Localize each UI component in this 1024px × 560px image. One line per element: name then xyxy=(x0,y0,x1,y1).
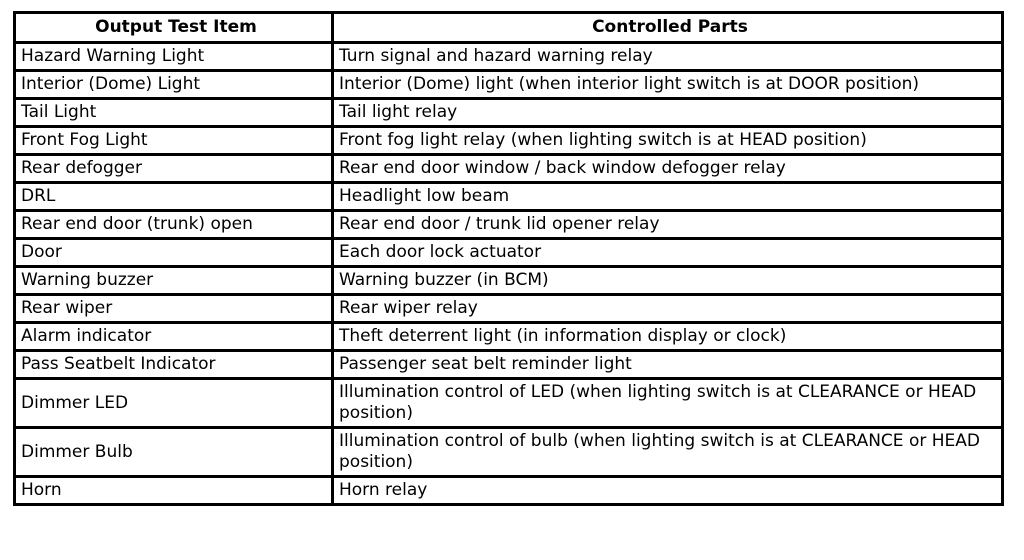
output-test-item-cell: Interior (Dome) Light xyxy=(15,71,333,99)
table-row xyxy=(15,43,1003,71)
table-row xyxy=(15,428,1003,477)
output-test-item-cell: Pass Seatbelt Indicator xyxy=(15,351,333,379)
table-row xyxy=(15,155,1003,183)
table-row xyxy=(15,351,1003,379)
table-row xyxy=(15,127,1003,155)
output-test-item-cell: Front Fog Light xyxy=(15,127,333,155)
table-row xyxy=(15,239,1003,267)
output-test-item-cell: Dimmer LED xyxy=(15,379,333,428)
table-row xyxy=(15,71,1003,99)
output-test-table xyxy=(13,11,1004,506)
controlled-parts-cell: Headlight low beam xyxy=(333,183,1003,211)
controlled-parts-cell: Illumination control of LED (when lighting switch is at CLEARANCE or HEAD position) xyxy=(333,379,1003,428)
controlled-parts-cell: Interior (Dome) light (when interior light switch is at DOOR position) xyxy=(333,71,1003,99)
header-controlled-parts: Controlled Parts xyxy=(333,13,1003,43)
controlled-parts-cell: Rear end door window / back window defogger relay xyxy=(333,155,1003,183)
controlled-parts-cell: Front fog light relay (when lighting switch is at HEAD position) xyxy=(333,127,1003,155)
table-row xyxy=(15,295,1003,323)
controlled-parts-cell: Rear end door / trunk lid opener relay xyxy=(333,211,1003,239)
header-output-test-item: Output Test Item xyxy=(15,13,333,43)
output-test-item-cell: DRL xyxy=(15,183,333,211)
table-row xyxy=(15,211,1003,239)
output-test-item-cell: Rear defogger xyxy=(15,155,333,183)
controlled-parts-cell: Turn signal and hazard warning relay xyxy=(333,43,1003,71)
controlled-parts-cell: Each door lock actuator xyxy=(333,239,1003,267)
output-test-item-cell: Rear wiper xyxy=(15,295,333,323)
controlled-parts-cell: Rear wiper relay xyxy=(333,295,1003,323)
table-row xyxy=(15,477,1003,505)
output-test-item-cell: Horn xyxy=(15,477,333,505)
controlled-parts-cell: Illumination control of bulb (when lighting switch is at CLEARANCE or HEAD position) xyxy=(333,428,1003,477)
output-test-table-container xyxy=(13,11,1001,506)
output-test-item-cell: Hazard Warning Light xyxy=(15,43,333,71)
table-header-row xyxy=(15,13,1003,43)
controlled-parts-cell: Warning buzzer (in BCM) xyxy=(333,267,1003,295)
output-test-item-cell: Rear end door (trunk) open xyxy=(15,211,333,239)
table-row xyxy=(15,99,1003,127)
output-test-item-cell: Dimmer Bulb xyxy=(15,428,333,477)
controlled-parts-cell: Tail light relay xyxy=(333,99,1003,127)
table-row xyxy=(15,183,1003,211)
controlled-parts-cell: Horn relay xyxy=(333,477,1003,505)
output-test-item-cell: Tail Light xyxy=(15,99,333,127)
output-test-item-cell: Warning buzzer xyxy=(15,267,333,295)
table-row xyxy=(15,267,1003,295)
controlled-parts-cell: Theft deterrent light (in information display or clock) xyxy=(333,323,1003,351)
table-row xyxy=(15,379,1003,428)
table-row xyxy=(15,323,1003,351)
controlled-parts-cell: Passenger seat belt reminder light xyxy=(333,351,1003,379)
output-test-item-cell: Door xyxy=(15,239,333,267)
output-test-item-cell: Alarm indicator xyxy=(15,323,333,351)
